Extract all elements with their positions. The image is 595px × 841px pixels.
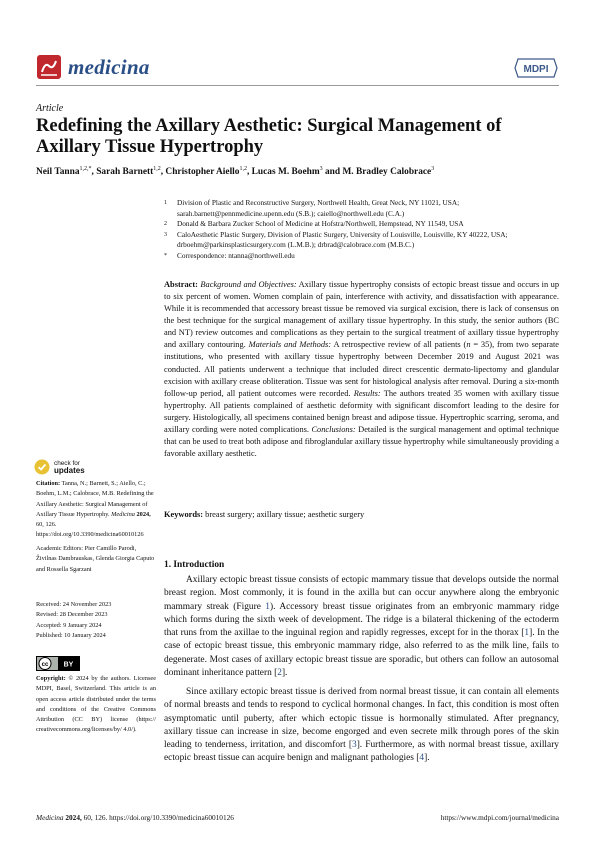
footer-citation bbox=[36, 813, 234, 822]
citation-year: 2024, bbox=[134, 510, 151, 518]
updates-label-top: check for bbox=[54, 460, 80, 467]
citation-reference-link[interactable]: 1 bbox=[524, 628, 530, 639]
date-accepted: Accepted: 9 January 2024 bbox=[36, 621, 102, 629]
affiliation-item bbox=[164, 251, 564, 262]
copyright-label: Copyright: bbox=[36, 675, 66, 682]
citation-reference-link[interactable]: 4 bbox=[419, 753, 425, 764]
abstract bbox=[164, 279, 559, 460]
paragraph-text: ]. Furthermore, as with normal breast tissue, axillary ectopic breast tissue can acquire benign and malignant pathologies [ bbox=[164, 740, 559, 764]
author-affiliation-marker: 1,2,* bbox=[79, 166, 92, 172]
date-received: Received: 24 November 2023 bbox=[36, 601, 112, 608]
paragraph-text: Axillary ectopic breast tissue consists of ectopic mammary tissue that develops outside the normal breast region. Most commonly, it is found in the axilla but can occur anywhere along the embryonic mammary streak (Figure bbox=[164, 575, 559, 612]
abstract-results-text: The authors treated 35 women with axillary tissue hypertrophy. All patients complained of aesthetic deformity with significant discomfort leading to the desire for surgery. Histologically, all specimens contained benign breast and adipose tissue. Hypertrophic scarring, seroma, and axillary cording were noted complications. bbox=[164, 388, 560, 434]
publication-dates bbox=[36, 600, 156, 641]
abstract-methods-label: Materials and Methods: bbox=[248, 340, 332, 350]
date-published: Published: 10 January 2024 bbox=[36, 631, 106, 639]
affiliation-item bbox=[164, 219, 564, 230]
header-divider bbox=[36, 85, 559, 86]
author-name: Christopher Aiello bbox=[165, 167, 240, 178]
author-name: Sarah Barnett bbox=[96, 167, 154, 178]
affiliation-marker: * bbox=[164, 252, 167, 259]
journal-logo-icon bbox=[36, 54, 62, 80]
svg-text:BY: BY bbox=[63, 661, 74, 669]
author-affiliation-marker: 1,2 bbox=[239, 166, 247, 172]
author-list: Neil Tanna$^{1,2,*}$, Sarah Barnett$^{1,2}$, Christopher Aiello$^{1,2}$, Lucas M. Boehm$^3$ and M. Bradley Calobrace$^3$ bbox=[36, 166, 435, 178]
abstract-conclusions-label: Conclusions: bbox=[311, 424, 356, 434]
svg-text:cc: cc bbox=[41, 662, 49, 668]
citation-label: Citation: bbox=[36, 480, 61, 487]
author-affiliation-marker: 1,2 bbox=[153, 166, 161, 172]
author-affiliation-marker: 3 bbox=[431, 166, 435, 172]
body-paragraph bbox=[164, 574, 559, 680]
citation-doi[interactable]: 60, 126. https://doi.org/10.3390/medicina60010126 bbox=[36, 521, 144, 539]
paragraph-text: ]. bbox=[424, 753, 430, 764]
keywords-text: breast surgery; axillary tissue; aesthetic surgery bbox=[203, 510, 365, 519]
citation bbox=[36, 479, 156, 541]
body-paragraph bbox=[164, 686, 559, 766]
affiliation-text: Division of Plastic and Reconstructive Surgery, Northwell Health, Great Neck, NY 11021, USA; sarah.barnett@pennmedicine.upenn.edu (S.B.); caiello@northwell.edu (C.A.) bbox=[177, 198, 460, 218]
abstract-background-label: Background and Objectives: bbox=[200, 280, 297, 289]
footer-doi[interactable]: 60, 126. https://doi.org/10.3390/medicina60010126 bbox=[81, 813, 234, 822]
author-name: Neil Tanna bbox=[36, 167, 80, 178]
publisher-name: MDPI bbox=[523, 64, 549, 75]
author-name: Lucas M. Boehm bbox=[251, 167, 320, 178]
abstract-results-label: Results: bbox=[353, 388, 381, 398]
affiliation-text: Correspondence: ntanna@northwell.edu bbox=[177, 250, 295, 260]
affiliation-marker: 3 bbox=[164, 231, 167, 238]
abstract-methods-text: A retrospective review of all patients ( bbox=[331, 340, 467, 350]
check-for-updates-button[interactable] bbox=[34, 459, 85, 475]
article-type: Article bbox=[36, 103, 64, 114]
abstract-background-text: Axillary tissue hypertrophy consists of ectopic breast tissue and occurs in up to six percent of women. Women complain of pain, interference with activity, and dissatisfaction with appearance. While it is recommended that accessory breast tissue be removed via surgical excision, there is lack of consensus on the best technique for the surgical management of axillary tissue hypertrophy. In this study, the senior authors (BC and NT) review outcomes and complications as they pertain to the surgical treatment of axillary tissue hypertrophy and axillary contouring. bbox=[164, 280, 560, 350]
paragraph-text: Since axillary ectopic breast tissue is derived from normal breast tissue, it can contain all elements of normal breasts and tends to respond to cyclical hormonal changes. In fact, this condition is most often asymptomatic until puberty, after which ectopic tissue is hormonally stimulated. After pregnancy, axillary tissue can increase in size, become engorged and even secrete milk through pores of the skin leading to tenderness, irritation, and discomfort [ bbox=[164, 687, 559, 751]
journal-name: medicina bbox=[68, 55, 150, 79]
affiliations bbox=[164, 198, 564, 262]
affiliation-item bbox=[164, 230, 564, 251]
author-affiliation-marker: 3 bbox=[319, 166, 323, 172]
footer-journal: Medicina bbox=[36, 813, 64, 822]
citation-reference-link[interactable]: 2 bbox=[277, 668, 282, 679]
affiliation-marker: 1 bbox=[164, 200, 167, 206]
copyright-notice bbox=[36, 674, 156, 736]
check-for-updates-icon bbox=[34, 459, 50, 475]
citation-reference-link[interactable]: 3 bbox=[352, 740, 357, 751]
figure-reference-link[interactable]: 1 bbox=[265, 601, 270, 612]
updates-label-bottom: updates bbox=[54, 466, 85, 475]
mdpi-logo-icon bbox=[514, 58, 558, 78]
section-heading-introduction: 1. Introduction bbox=[164, 560, 225, 570]
affiliation-text: CaloAesthetic Plastic Surgery, Division of Plastic Surgery, University of Louisville, Louisville, KY 40222, USA; drboehm@parkinsplasticsurgery.com (L.M.B.); drbrad@calobrace.com (M.B.C.) bbox=[177, 229, 508, 250]
abstract-label: Abstract: bbox=[164, 280, 198, 289]
date-revised: Revised: 28 December 2023 bbox=[36, 611, 108, 619]
footer-year: 2024, bbox=[63, 813, 82, 822]
academic-editors: Academic Editors: Pier Camillo Parodi, Živilnas Dambrauskas, Glenda Giorgia Caputo and Rossella Sgarzani bbox=[36, 545, 155, 573]
citation-journal: Medicina bbox=[109, 510, 135, 518]
paragraph-text: ]. bbox=[281, 668, 288, 679]
abstract-methods-text-2: = 35), from two separate institutions, who presented with axillary tissue hypertrophy between December 2019 and August 2021 was conducted. All patients underwent a technique that included direct crescentic dermato-lipectomy and glandular excision with axillary crease obliteration. Tissue was sent for histological analysis after removal. During a six-month follow-up period, all patient outcomes were recorded. bbox=[164, 340, 559, 398]
author-name: M. Bradley Calobrace bbox=[342, 167, 432, 178]
affiliation-text: Donald & Barbara Zucker School of Medicine at Hofstra/Northwell, Hempstead, NY 11549, USA bbox=[177, 219, 464, 229]
abstract-n-symbol: n bbox=[466, 340, 471, 350]
affiliation-item bbox=[164, 198, 564, 219]
affiliation-marker: 2 bbox=[164, 221, 167, 228]
paragraph-text: ]. In the case of ectopic breast tissue, this embryonic mammary ridge, also referred to as the milk line, fails to degenerate. Most cases of axillary ectopic breast tissue are sporadic, but others can follow an autosomal dominant inheritance pattern [ bbox=[164, 628, 559, 679]
abstract-conclusions-text: Detailed is the surgical management and optimal technique that can be used to treat both adipose and fibroglandular axillary tissue hypertrophy while simultaneously providing a favorable axillary aesthetic. bbox=[164, 424, 559, 459]
article-title: Redefining the Axillary Aesthetic: Surgical Management of Axillary Tissue Hypertrophy bbox=[36, 116, 502, 157]
keywords bbox=[164, 510, 559, 519]
citation-text: Tanna, N.; Barnett, S.; Aiello, C.; Boehm, L.M.; Calobrace, M.B. Redefining the Axillary Aesthetic: Surgical Management of Axillary Tissue Hypertrophy. bbox=[36, 480, 154, 518]
copyright-text: © 2024 by the authors. Licensee MDPI, Basel, Switzerland. This article is an open access article distributed under the terms and conditions of the Creative Commons Attribution (CC BY) license (https:// creativecommons.org/licenses/by/ 4.0/). bbox=[36, 675, 156, 734]
footer-journal-url[interactable]: https://www.mdpi.com/journal/medicina bbox=[440, 813, 559, 822]
keywords-label: Keywords: bbox=[164, 510, 204, 519]
paragraph-text: ). Accessory breast tissue originates from an embryonic mammary ridge which forms during the sixth week of development. The ridge is a bilateral thickening of the ectoderm that runs from the axillae to the inguinal region and rapidly regresses, except for in the thorax [ bbox=[164, 601, 560, 639]
cc-by-license-icon[interactable] bbox=[36, 656, 80, 671]
